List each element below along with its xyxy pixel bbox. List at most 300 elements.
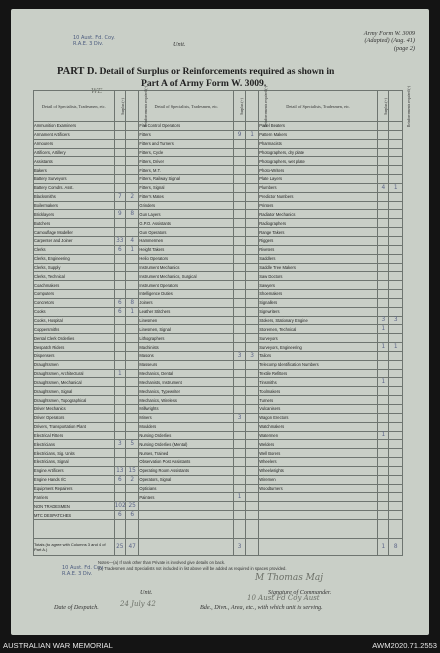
reinf-value-col3 (389, 228, 403, 237)
trade-name-col1: Artificers, Artillery (34, 148, 115, 157)
reinf-value-col2 (245, 422, 258, 431)
surplus-value-col3: 3 (378, 316, 389, 325)
reinf-value-col3 (389, 484, 403, 493)
reinf-value-col2 (245, 236, 258, 245)
reinf-value-col3 (389, 458, 403, 467)
trade-name-col1: Despatch Riders (34, 343, 115, 352)
surplus-value-col2 (234, 166, 245, 175)
bde-label: Bde., Divn., Area, etc., with which unit is serving. (200, 604, 323, 611)
reinf-value-col2 (245, 263, 258, 272)
trade-name-col3: Textile Refitters (259, 369, 378, 378)
reinf-value-col3 (389, 475, 403, 484)
reinf-value-col3 (389, 325, 403, 334)
totals-c3-reinf: 8 (389, 538, 403, 555)
table-row (34, 458, 403, 467)
reinf-value-col2 (245, 334, 258, 343)
reinf-value-col2 (245, 139, 258, 148)
reinf-value-col1 (125, 272, 138, 281)
reinf-value-col3: 3 (389, 316, 403, 325)
surplus-value-col2 (234, 254, 245, 263)
surplus-value-col2 (234, 139, 245, 148)
reinf-value-col3 (389, 175, 403, 184)
trade-name-col1: Drivers, Transportation Plant (34, 422, 115, 431)
table-row (34, 325, 403, 334)
surplus-value-col1 (114, 254, 125, 263)
reinf-value-col1 (125, 334, 138, 343)
reinf-value-col1 (125, 413, 138, 422)
trade-name-col3: Saw Doctors (259, 272, 378, 281)
trade-name-col3 (259, 493, 378, 502)
signature-label: Signature of Commander. (268, 589, 332, 596)
reinf-value-col1 (125, 263, 138, 272)
reinf-value-col3 (389, 210, 403, 219)
table-row (34, 466, 403, 475)
table-row (34, 139, 403, 148)
surplus-value-col3 (378, 139, 389, 148)
surplus-value-col3 (378, 281, 389, 290)
surplus-value-col3 (378, 334, 389, 343)
reinf-value-col1 (125, 493, 138, 502)
trade-name-col3: Signwriters (259, 307, 378, 316)
reinf-value-col2 (245, 369, 258, 378)
reinf-value-col1 (125, 183, 138, 192)
trade-name-col3: Shoemakers (259, 290, 378, 299)
trade-name-col3: Well Borers (259, 449, 378, 458)
trade-name-col3: Sawyers (259, 281, 378, 290)
surplus-value-col1: 1 (114, 369, 125, 378)
trade-name-col1: Draughtsmen, Signal (34, 387, 115, 396)
reinf-value-col2 (245, 219, 258, 228)
trade-name-col2: Mechanics, Typewriter (139, 387, 234, 396)
reinf-value-col3 (389, 219, 403, 228)
reinf-value-col2 (245, 343, 258, 352)
reinf-value-col3 (389, 130, 403, 139)
trade-name-col1: Clerks (34, 245, 115, 254)
trade-name-col2: Miners (139, 413, 234, 422)
reinf-value-col3 (389, 413, 403, 422)
reinf-value-col3 (389, 272, 403, 281)
trade-name-col1: Electricians (34, 440, 115, 449)
surplus-value-col2 (234, 219, 245, 228)
page-title (57, 66, 397, 89)
surplus-value-col2 (234, 343, 245, 352)
trade-name-col1: Farriers (34, 493, 115, 502)
trade-name-col3: Vulcanisers (259, 405, 378, 414)
reinf-value-col3 (389, 157, 403, 166)
trade-name-col2: Mechanics, Wireless (139, 396, 234, 405)
table-row (34, 422, 403, 431)
reinf-value-col3 (389, 192, 403, 201)
reinf-value-col2 (245, 281, 258, 290)
trade-name-col1: Butchers (34, 219, 115, 228)
trade-name-col2: Masons (139, 351, 234, 360)
reinf-value-col2 (245, 210, 258, 219)
trade-name-col1: Concretors (34, 298, 115, 307)
reinf-value-col1: 1 (125, 245, 138, 254)
archive-credit: AUSTRALIAN WAR MEMORIAL (3, 641, 113, 650)
surplus-value-col3 (378, 130, 389, 139)
surplus-value-col1 (114, 405, 125, 414)
reinf-value-col3 (389, 298, 403, 307)
surplus-value-col2 (234, 431, 245, 440)
trade-name-col2 (139, 511, 234, 520)
surplus-value-col2 (234, 502, 245, 511)
surplus-value-col2: 3 (234, 351, 245, 360)
table-row (34, 157, 403, 166)
reinf-value-col1: 5 (125, 440, 138, 449)
reinf-value-col3 (389, 440, 403, 449)
table-row (34, 254, 403, 263)
reinf-value-col2 (245, 466, 258, 475)
surplus-value-col2 (234, 298, 245, 307)
surplus-value-col1 (114, 122, 125, 131)
reinf-value-col2 (245, 228, 258, 237)
reinf-value-col2: 1 (245, 130, 258, 139)
surplus-value-col1 (114, 183, 125, 192)
reinf-value-col1 (125, 130, 138, 139)
surplus-value-col3 (378, 290, 389, 299)
trade-name-col1: Cooks, Hospital (34, 316, 115, 325)
surplus-value-col3: 1 (378, 325, 389, 334)
reinf-value-col3 (389, 422, 403, 431)
reinf-value-col3 (389, 236, 403, 245)
reinf-value-col2 (245, 290, 258, 299)
trade-name-col2: Fitters, Driver (139, 157, 234, 166)
col-header-reinf-2: Reinforcements required (-) (245, 91, 258, 122)
reinf-value-col3 (389, 122, 403, 131)
trade-name-col3 (259, 511, 378, 520)
surplus-value-col1 (114, 228, 125, 237)
trade-name-col2: Fitters, Cycle (139, 148, 234, 157)
reinf-value-col1: 8 (125, 210, 138, 219)
reinf-value-col1: 8 (125, 298, 138, 307)
trade-name-col3: Pattern Makers (259, 130, 378, 139)
surplus-value-col1 (114, 166, 125, 175)
surplus-value-col1: 9 (114, 210, 125, 219)
trade-name-col1: Equipment Repairers (34, 484, 115, 493)
table-row (34, 201, 403, 210)
reinf-value-col1 (125, 369, 138, 378)
reinf-value-col1 (125, 201, 138, 210)
reinf-value-col2 (245, 307, 258, 316)
surplus-value-col2 (234, 192, 245, 201)
reinf-value-col2 (245, 254, 258, 263)
trade-name-col3: Plumbers (259, 183, 378, 192)
surplus-value-col2 (234, 369, 245, 378)
trade-name-col2: Mechanics, Dental (139, 369, 234, 378)
table-row (34, 440, 403, 449)
trade-name-col1: Electricians, Sig. Units (34, 449, 115, 458)
surplus-value-col2 (234, 210, 245, 219)
trade-name-col1: MTC DESPATCHES (34, 511, 115, 520)
reinf-value-col3 (389, 307, 403, 316)
reinf-value-col3 (389, 378, 403, 387)
surplus-value-col2: 1 (234, 493, 245, 502)
trade-name-col2: Observation Post Assistants (139, 458, 234, 467)
handwritten-we: WE (91, 87, 103, 95)
surplus-value-col3 (378, 351, 389, 360)
table-row (34, 263, 403, 272)
trade-name-col3: Riggers (259, 236, 378, 245)
surplus-value-col2 (234, 484, 245, 493)
surplus-value-col3 (378, 449, 389, 458)
trade-name-col3: Toolmakers (259, 387, 378, 396)
table-row (34, 316, 403, 325)
reinf-value-col1 (125, 449, 138, 458)
reinf-value-col2 (245, 157, 258, 166)
surplus-value-col3 (378, 228, 389, 237)
trade-name-col1: Boilermakers (34, 201, 115, 210)
table-row (34, 484, 403, 493)
surplus-value-col2 (234, 183, 245, 192)
surplus-value-col2 (234, 360, 245, 369)
trade-name-col2 (139, 502, 234, 511)
surplus-value-col3 (378, 413, 389, 422)
surplus-value-col3 (378, 219, 389, 228)
trade-name-col2: Linesmen (139, 316, 234, 325)
reinf-value-col3 (389, 449, 403, 458)
reinf-value-col3 (389, 396, 403, 405)
date-of-despatch-label: Date of Despatch. (54, 604, 99, 611)
surplus-value-col3 (378, 210, 389, 219)
handwritten-date: 24 July 42 (120, 600, 156, 608)
table-row (34, 272, 403, 281)
table-row (34, 511, 403, 520)
trade-name-col2: Gun Layers (139, 210, 234, 219)
surplus-value-col1 (114, 387, 125, 396)
reinf-value-col1: 1 (125, 307, 138, 316)
surplus-value-col1 (114, 281, 125, 290)
surplus-value-col1 (114, 422, 125, 431)
surplus-value-col3 (378, 484, 389, 493)
surplus-value-col1: 13 (116, 467, 124, 474)
trade-name-col2: Fitters and Turners (139, 139, 234, 148)
reinf-value-col1 (125, 360, 138, 369)
surplus-value-col1 (114, 431, 125, 440)
surplus-value-col1 (114, 263, 125, 272)
col-header-surplus-2: Surplus (+) (234, 91, 245, 122)
surplus-value-col3 (378, 502, 389, 511)
surplus-value-col3 (378, 157, 389, 166)
trade-name-col2: Mechanists, Instrument (139, 378, 234, 387)
col-header-surplus-1: Surplus (+) (114, 91, 125, 122)
surplus-value-col2 (234, 307, 245, 316)
surplus-value-col1: 6 (114, 298, 125, 307)
commander-signature: M Thomas Maj (255, 573, 324, 583)
surplus-value-col3: 4 (378, 183, 389, 192)
surplus-value-col2 (234, 466, 245, 475)
trade-name-col1: Cooks (34, 307, 115, 316)
surplus-value-col1 (114, 484, 125, 493)
reinf-value-col1 (125, 175, 138, 184)
surplus-value-col3 (378, 466, 389, 475)
surplus-value-col3 (378, 387, 389, 396)
reinf-value-col3 (389, 351, 403, 360)
totals-row (34, 538, 403, 555)
table-row (34, 130, 403, 139)
reinf-value-col3 (389, 281, 403, 290)
trade-name-col2: Fire Control Operators (139, 122, 234, 131)
totals-label: Totals (to agree with Columns 3 and 4 of Part A.) (34, 538, 115, 555)
table-row (34, 175, 403, 184)
surplus-value-col3 (378, 396, 389, 405)
trade-name-col3: Range Takers (259, 228, 378, 237)
reinf-value-col1 (125, 281, 138, 290)
trade-name-col2: Linesmen, Signal (139, 325, 234, 334)
reinf-value-col1 (125, 290, 138, 299)
trade-name-col2: Gun Operators (139, 228, 234, 237)
surplus-value-col3 (378, 440, 389, 449)
reinf-value-col2 (245, 458, 258, 467)
trade-name-col1: Coachmakers (34, 281, 115, 290)
table-row (34, 192, 403, 201)
trade-name-col1: Ammunition Examiners (34, 122, 115, 131)
surplus-value-col3 (378, 422, 389, 431)
reinf-value-col1: 2 (125, 192, 138, 201)
reinf-value-col1 (125, 325, 138, 334)
trade-name-col3: Tinsmiths (259, 378, 378, 387)
reinf-value-col2 (245, 166, 258, 175)
trade-name-col2: G.P.O. Assistants (139, 219, 234, 228)
reinf-value-col3: 1 (389, 183, 403, 192)
surplus-value-col1: 3 (114, 440, 125, 449)
trade-name-col2: Joiners (139, 298, 234, 307)
table-body (34, 122, 403, 520)
trade-name-col2: Masseurs (139, 360, 234, 369)
trade-name-col1: Clerks, Engineering (34, 254, 115, 263)
surplus-value-col2 (234, 263, 245, 272)
surplus-value-col2 (234, 405, 245, 414)
surplus-value-col3 (378, 405, 389, 414)
trade-name-col2: Millwrights (139, 405, 234, 414)
surplus-value-col2: 9 (234, 130, 245, 139)
surplus-value-col2 (234, 475, 245, 484)
reinf-value-col3 (389, 166, 403, 175)
surplus-value-col3 (378, 511, 389, 520)
table-row (34, 405, 403, 414)
reinf-value-col1 (125, 387, 138, 396)
trade-name-col2: Opticians (139, 484, 234, 493)
reinf-value-col3 (389, 245, 403, 254)
reinf-value-col3 (389, 148, 403, 157)
surplus-value-col1: 33 (116, 237, 124, 244)
surplus-value-col1 (114, 325, 125, 334)
trade-name-col2: Nursing Orderlies (Mental) (139, 440, 234, 449)
trade-name-col1: Armament Artificers (34, 130, 115, 139)
table-row (34, 210, 403, 219)
trade-name-col3: Saddlers (259, 254, 378, 263)
reinf-value-col1 (125, 378, 138, 387)
surplus-value-col1: 6 (114, 307, 125, 316)
trade-name-col2: Grinders (139, 201, 234, 210)
surplus-value-col1 (114, 343, 125, 352)
trade-name-col1: Coppersmiths (34, 325, 115, 334)
surplus-value-col3 (378, 201, 389, 210)
reinf-value-col2 (245, 325, 258, 334)
trade-name-col1: Blacksmiths (34, 192, 115, 201)
reinf-value-col2 (245, 175, 258, 184)
surplus-value-col1 (114, 360, 125, 369)
reinf-value-col2 (245, 502, 258, 511)
reinf-value-col3 (389, 369, 403, 378)
trade-name-col2: Height Takers (139, 245, 234, 254)
reinf-value-col1 (125, 431, 138, 440)
table-row (34, 307, 403, 316)
surplus-value-col3 (378, 254, 389, 263)
trade-name-col1: Computers (34, 290, 115, 299)
trade-name-col3: Printers (259, 201, 378, 210)
trade-name-col3: Tailors (259, 351, 378, 360)
reinf-value-col2 (245, 396, 258, 405)
trade-name-col1: Engine Artificers (34, 466, 115, 475)
trade-name-col2: Instrument Mechanics, Surgical (139, 272, 234, 281)
reinf-value-col2 (245, 360, 258, 369)
surplus-value-col2 (234, 378, 245, 387)
table-row (34, 369, 403, 378)
table-row (34, 281, 403, 290)
reinf-value-col2 (245, 298, 258, 307)
trade-name-col3: Radiographers (259, 219, 378, 228)
reinf-value-col2 (245, 405, 258, 414)
trade-name-col1: Driver Operators (34, 413, 115, 422)
table-row (34, 219, 403, 228)
surplus-value-col1 (114, 175, 125, 184)
trade-name-col3: Woodturners (259, 484, 378, 493)
reinf-value-col2 (245, 122, 258, 131)
trade-name-col3: Predictor Numbers (259, 192, 378, 201)
surplus-value-col2 (234, 201, 245, 210)
surplus-value-col3: 1 (378, 378, 389, 387)
unit-label-bottom: Unit. (140, 589, 153, 596)
surplus-value-col2 (234, 334, 245, 343)
surplus-value-col2 (234, 148, 245, 157)
reinf-value-col1: 25 (125, 502, 138, 511)
reinf-value-col2 (245, 475, 258, 484)
title-line-2: Part A of Army Form W. 3009. (141, 77, 267, 89)
surplus-value-col2 (234, 281, 245, 290)
table-row (34, 413, 403, 422)
table-row (34, 228, 403, 237)
reinf-value-col3 (389, 405, 403, 414)
reinf-value-col1: 15 (125, 466, 138, 475)
trade-name-col2: Moulders (139, 422, 234, 431)
reinf-value-col2 (245, 183, 258, 192)
reinf-value-col1 (125, 254, 138, 263)
surplus-value-col2 (234, 449, 245, 458)
totals-c2-surplus: 3 (234, 538, 245, 555)
reinf-value-col2 (245, 316, 258, 325)
surplus-value-col1 (114, 130, 125, 139)
table-row (34, 236, 403, 245)
reinf-value-col2 (245, 493, 258, 502)
trade-name-col3: Plate Layers (259, 175, 378, 184)
surplus-value-col3 (378, 175, 389, 184)
table-row (34, 502, 403, 511)
surplus-value-col2 (234, 122, 245, 131)
table-row (34, 298, 403, 307)
form-notes: Notes—(a) If rank other than Private is involved give details on back. (b) Tradesmen and Specialists not included in list above will be added as required in spaces provided. (98, 560, 287, 571)
surplus-value-col3 (378, 307, 389, 316)
col-header-detail-1: Detail of Specialists, Tradesmen, etc. (34, 91, 115, 122)
blank-row (34, 519, 403, 538)
trade-name-col2: Fitters, M.T. (139, 166, 234, 175)
surplus-value-col2 (234, 440, 245, 449)
surplus-value-col2 (234, 458, 245, 467)
surplus-value-col1 (114, 157, 125, 166)
trade-name-col3: Pharmacists (259, 139, 378, 148)
reinf-value-col2 (245, 201, 258, 210)
surplus-value-col1 (114, 272, 125, 281)
